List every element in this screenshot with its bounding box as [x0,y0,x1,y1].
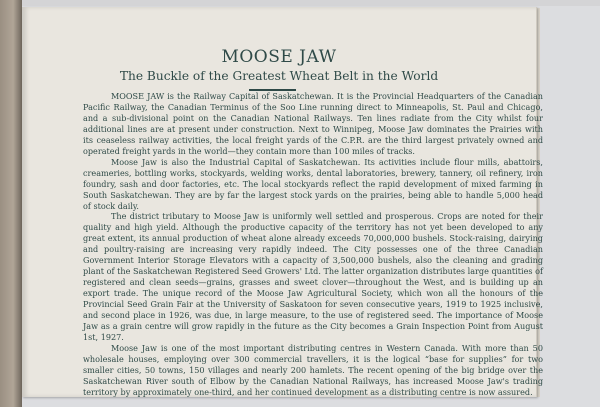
paragraph-railway: MOOSE JAW is the Railway Capital of Saskatchewan. It is the Provincial Headquarters of the Canadian Pacific Railway, the Canadian Terminus of the Soo Line running direct to Minneapolis, St. Paul and Chicago, and a sub-divisional point on the Canadian National Railways. Ten lines radiate from the City whilst four additional lines are at present under construction. Next to Winnipeg, Moose Jaw dominates the Prairies with its ceaseless railway activities, the local freight yards of the C.P.R. are the third largest privately owned and operated freight yards in the world—they contain more than 100 miles of tracks. [83,91,543,156]
body-text [83,91,543,398]
document-page [22,7,543,397]
paragraph-industry: Moose Jaw is also the Industrial Capital of Saskatchewan. Its activities include flour mills, abattoirs, creameries, bottling works, stockyards, welding works, dental laboratories, brewery, tannery, oil refinery, iron foundry, sash and door factories, etc. The local stockyards reflect the rapid development of mixed farming in South Saskatchewan. They are by far the largest stock yards on the prairies, being able to handle 5,000 head of stock daily. [83,156,543,211]
paragraph-distribution: Moose Jaw is one of the most important distributing centres in Western Canada. With more than 50 wholesale houses, employing over 300 commercial travellers, it is the logical “base for supplies” for two smaller cities, 50 towns, 150 villages and nearly 200 hamlets. The recent opening of the big bridge over the Saskatchewan River south of Elbow by the Canadian National Railways, has increased Moose Jaw's trading territory by approximately one-third, and her continued development as a distributing centre is now assured. [83,342,543,397]
page-title: MOOSE JAW [221,47,337,67]
paragraph-agriculture: The district tributary to Moose Jaw is uniformly well settled and prosperous. Crops are noted for their quality and high yield. Although the productive capacity of the territory has not yet been developed to any great extent, its annual production of wheat alone already exceeds 70,000,000 bushels. Stock-raising, dairying and poultry-raising are increasing very rapidly indeed. The City possesses one of the three Canadian Government Interior Storage Elevators with a capacity of 3,500,000 bushels, also the cleaning and grading plant of the Saskatchewan Registered Seed Growers' Ltd. The latter organization distributes large quantities of registered and clean seeds—grains, grasses and sweet clover—throughout the West, and is building up an export trade. The unique record of the Moose Jaw Agricultural Society, which won all the honours of the Provincial Seed Grain Fair at the University of Saskatoon for seven consecutive years, 1919 to 1925 inclusive, and second place in 1926, was due, in large measure, to the use of registered seed. The importance of Moose Jaw as a grain centre will grow rapidly in the future as the City becomes a Grain Inspection Point from August 1st, 1927. [83,211,543,342]
background-surface [0,0,600,6]
book-cover-spine [0,0,22,407]
page-subtitle: The Buckle of the Greatest Wheat Belt in the World [119,69,439,83]
